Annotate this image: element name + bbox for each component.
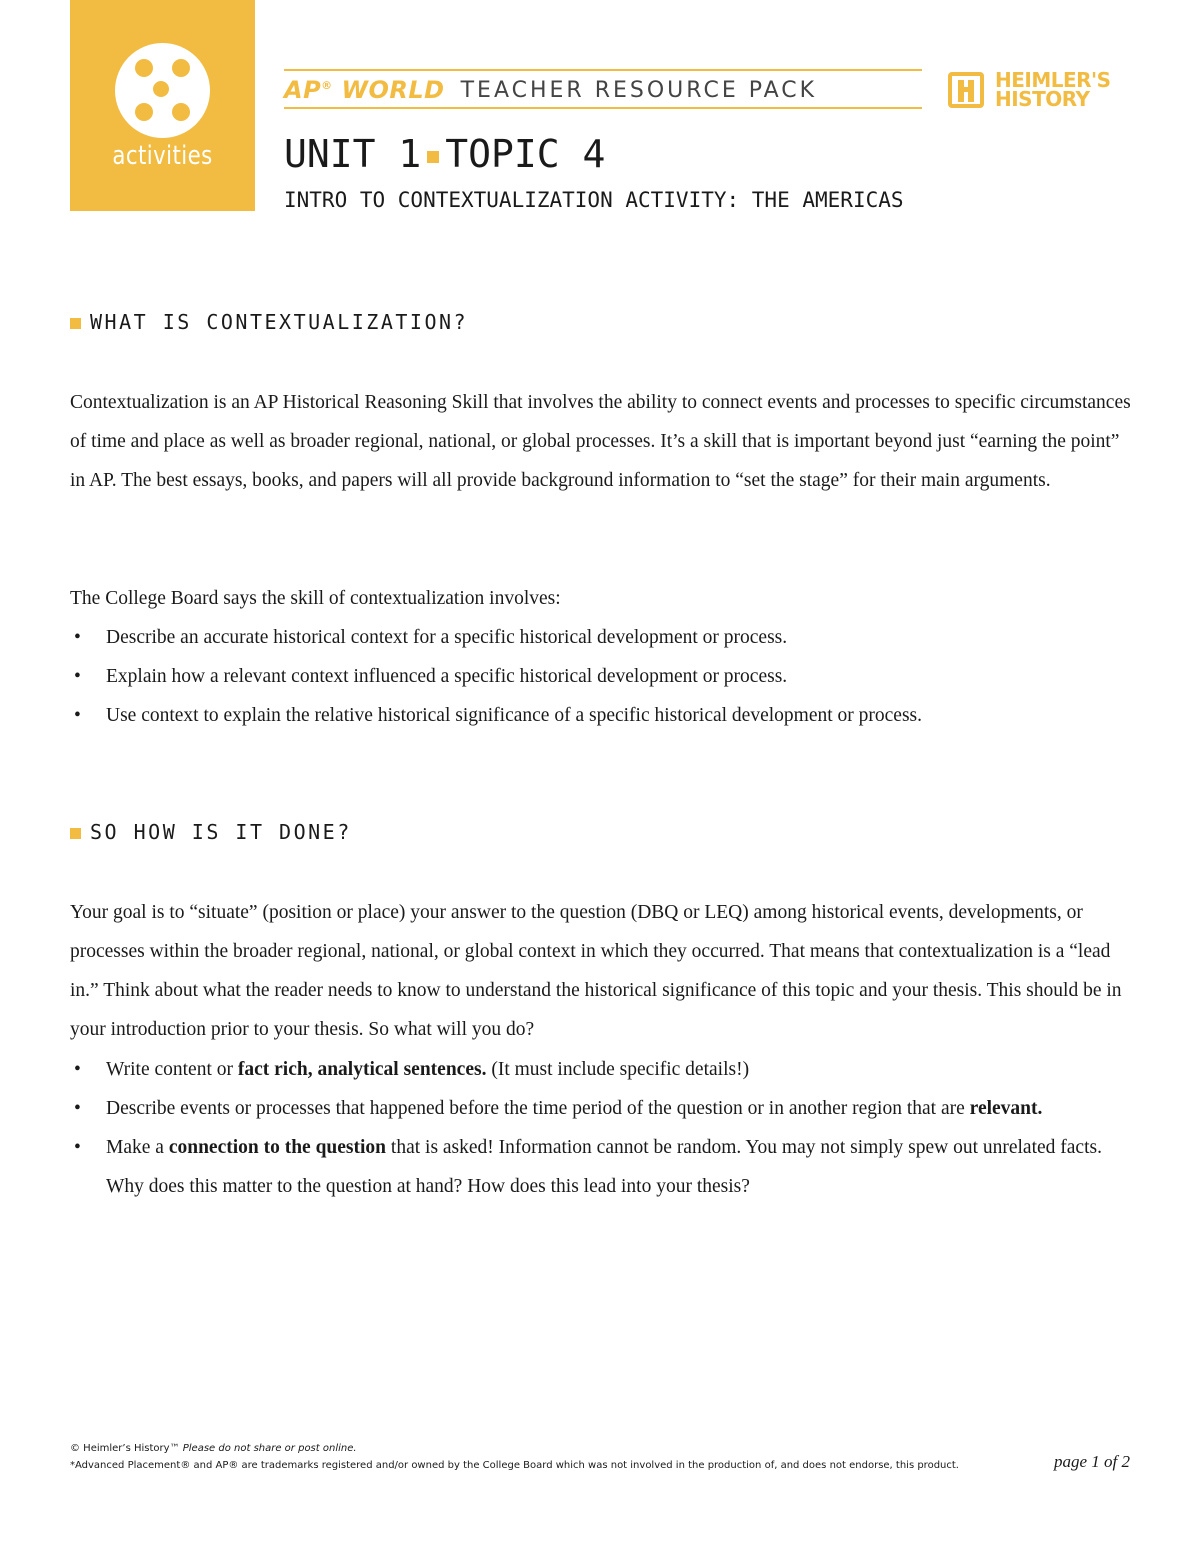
section-heading-what-is: WHAT IS CONTEXTUALIZATION? xyxy=(70,310,468,334)
bullet-icon: • xyxy=(74,666,81,687)
topic-label: TOPIC 4 xyxy=(445,132,606,176)
list-item: • Describe an accurate historical context for a specific historical development or process. xyxy=(70,618,1135,657)
pack-label: TEACHER RESOURCE PACK xyxy=(460,77,818,103)
section-heading-how-done: SO HOW IS IT DONE? xyxy=(70,820,352,844)
how-to-paragraph: Your goal is to “situate” (position or place) your answer to the question (DBQ or LEQ) among historical events, developments, or processes within the broader regional, national, or global context in which they occurred. That means that contextualization is a “lead in.” Think about what the reader needs to know to understand the historical significance of this topic and your thesis. This should be in your introduction prior to your thesis. So what will you do? xyxy=(70,902,1122,1040)
contextualization-definition: Contextualization is an AP Historical Reasoning Skill that involves the ability to connect events and processes to specific circumstances of time and place as well as broader regional, national, or global processes. It’s a skill that is important beyond just “earning the point” in AP. The best essays, books, and papers will all provide background information to “set the stage” for their main arguments. xyxy=(70,392,1131,491)
list-item: • Explain how a relevant context influenced a specific historical development or process. xyxy=(70,657,1135,696)
trademark-notice: *Advanced Placement® and AP® are trademarks registered and/or owned by the College Board which was not involved in the production of, and does not endorse, this product. xyxy=(70,1460,959,1471)
bullet-icon: • xyxy=(74,1098,81,1119)
bullet-icon: • xyxy=(74,1059,81,1080)
copyright-line: © Heimler’s History™ Please do not share or post online. xyxy=(70,1443,357,1454)
activities-badge xyxy=(70,0,255,211)
list-item: • Describe events or processes that happened before the time period of the question or in another region that are relevant. xyxy=(70,1089,1135,1128)
unit-label: UNIT 1 xyxy=(284,132,422,176)
header-rule-top xyxy=(284,69,922,71)
page-title xyxy=(284,132,605,180)
list-item: • Use context to explain the relative historical significance of a specific historical development or process. xyxy=(70,696,1135,735)
badge-label: activities xyxy=(112,141,213,171)
bullet-icon: • xyxy=(74,705,81,726)
college-board-intro: The College Board says the skill of contextualization involves: xyxy=(70,588,561,609)
heimlers-history-logo-text: HEIMLER'S HISTORY xyxy=(995,68,1111,111)
list-item: • Make a connection to the question that is asked! Information cannot be random. You may not simply spew out unrelated facts. Why does this matter to the question at hand? How does this lead into your thesis? xyxy=(70,1128,1135,1206)
brand-row xyxy=(284,76,817,108)
footer xyxy=(70,1440,1130,1474)
list-item: • Write content or fact rich, analytical sentences. (It must include specific details!) xyxy=(70,1050,1135,1089)
heading-square-icon xyxy=(70,828,81,839)
page-number: page 1 of 2 xyxy=(1053,1452,1130,1471)
separator-square-icon xyxy=(427,151,439,163)
page-subtitle: INTRO TO CONTEXTUALIZATION ACTIVITY: THE AMERICAS xyxy=(284,188,904,212)
skill-list xyxy=(70,618,1135,735)
bullet-icon: • xyxy=(74,627,81,648)
ap-world-wordmark: AP® WORLD xyxy=(284,76,445,104)
film-reel-icon xyxy=(115,43,210,138)
bullet-icon: • xyxy=(74,1137,81,1158)
logo-crossbar xyxy=(960,87,974,92)
heading-square-icon xyxy=(70,318,81,329)
steps-list xyxy=(70,1050,1135,1206)
